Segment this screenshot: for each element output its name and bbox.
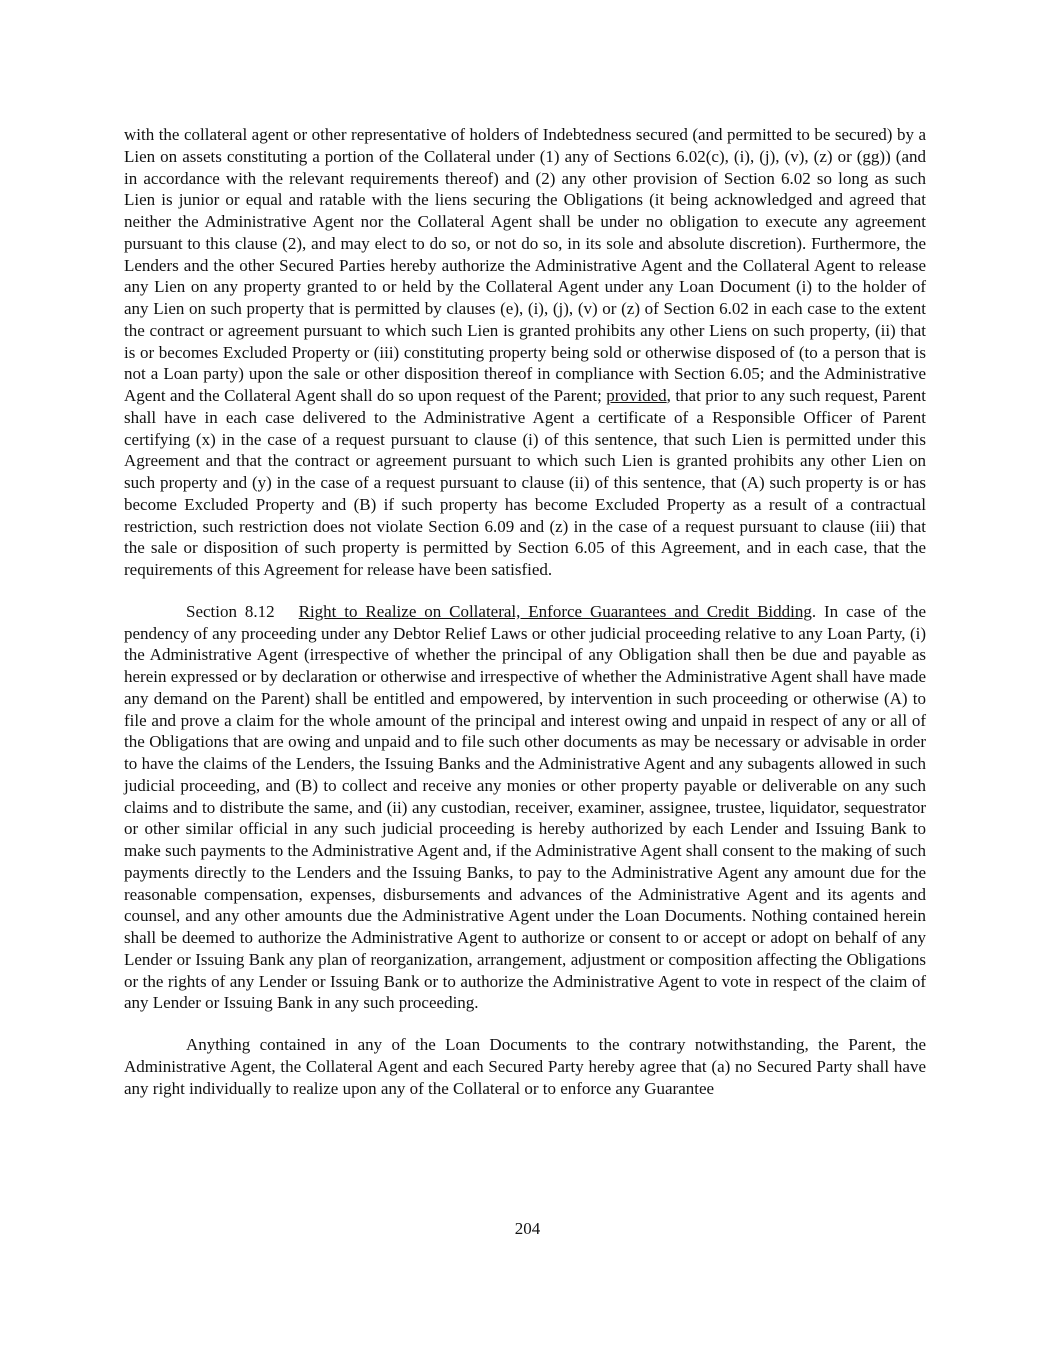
paragraph-1-tail: , that prior to any such request, Parent shall have in each case delivered to the Administrative Agent a certificate of a Responsible Officer of Parent certifying (x) in the case of a request pursuant to clause (i) of this sentence, that such Lien is permitted under this Agreement and that the contract or agreement pursuant to which such Lien is granted prohibits any other Lien on such property and (y) in the case of a request pursuant to clause (ii) of this sentence, that (A) such property is or has become Excluded Property and (B) if such property has become Excluded Property as a result of a contractual restriction, such restriction does not violate Section 6.09 and (z) in the case of a request pursuant to clause (iii) that the sale or disposition of such property is permitted by Section 6.05 of this Agreement, and in each case, that the requirements of this Agreement for release have been satisfied.: [124, 386, 926, 579]
paragraph-3-text: Anything contained in any of the Loan Documents to the contrary notwithstanding, the Parent, the Administrative Agent, the Collateral Agent and each Secured Party hereby agree that (a) no Secured Party shall have any right individually to realize upon any of the Collateral or to enforce any Guarantee: [124, 1035, 926, 1098]
section-8-12-paragraph: [124, 601, 926, 1014]
document-page: [124, 124, 926, 1119]
section-gap: [275, 601, 299, 623]
paragraph-anything-contained: [124, 1034, 926, 1099]
provided-term: provided: [606, 386, 667, 405]
page-number: 204: [514, 1219, 541, 1238]
paragraph-lien-release: [124, 124, 926, 581]
paragraph-1-text: with the collateral agent or other representative of holders of Indebtedness secured (and permitted to be secured) by a Lien on assets constituting a portion of the Collateral under (1) any of Sections 6.02(c), (i), (j), (v), (z) or (gg)) (and in accordance with the relevant requirements thereof) and (2) any other provision of Section 6.02 so long as such Lien is junior or equal and ratable with the liens securing the Obligations (it being acknowledged and agreed that neither the Administrative Agent nor the Collateral Agent shall be under no obligation to execute any agreement pursuant to this clause (2), and may elect to do so, or not do so, in its sole and absolute discretion). Furthermore, the Lenders and the other Secured Parties hereby authorize the Administrative Agent and the Collateral Agent to release any Lien on any property granted to or held by the Collateral Agent under any Loan Document (i) to the holder of any Lien on such property that is permitted by clauses (e), (i), (j), (v) or (z) of Section 6.02 in each case to the extent the contract or agreement pursuant to which such Lien is granted prohibits any other Liens on such property, (ii) that is or becomes Excluded Property or (iii) constituting property being sold or otherwise disposed of (to a person that is not a Loan party) upon the sale or other disposition thereof in compliance with Section 6.05; and the Administrative Agent and the Collateral Agent shall do so upon request of the Parent;: [124, 125, 926, 405]
section-title: Right to Realize on Collateral, Enforce Guarantees and Credit Bidding: [298, 601, 812, 621]
paragraph-2-text: . In case of the pendency of any proceeding under any Debtor Relief Laws or other judicial proceeding relative to any Loan Party, (i) the Administrative Agent (irrespective of whether the principal of any Obligation shall then be due and payable as herein expressed or by declaration or otherwise and irrespective of whether the Administrative Agent shall have made any demand on the Parent) shall be entitled and empowered, by intervention in such proceeding or otherwise (A) to file and prove a claim for the whole amount of the principal and interest owing and unpaid in respect of any or all of the Obligations that are owing and unpaid and to file such other documents as may be necessary or advisable in order to have the claims of the Lenders, the Issuing Banks and the Administrative Agent and any subagents allowed in such judicial proceeding, and (B) to collect and receive any monies or other property payable or deliverable on any such claims and to distribute the same, and (ii) any custodian, receiver, examiner, assignee, trustee, liquidator, sequestrator or other similar official in any such judicial proceeding is hereby authorized by each Lender and Issuing Bank to make such payments to the Administrative Agent and, if the Administrative Agent shall consent to the making of such payments directly to the Lenders and the Issuing Banks, to pay to the Administrative Agent any amount due for the reasonable compensation, expenses, disbursements and advances of the Administrative Agent and its agents and counsel, and any other amounts due the Administrative Agent under the Loan Documents. Nothing contained herein shall be deemed to authorize the Administrative Agent to authorize or consent to or accept or adopt on behalf of any Lender or Issuing Bank any plan of reorganization, arrangement, adjustment or composition affecting the Obligations or the rights of any Lender or Issuing Bank or to authorize the Administrative Agent to vote in respect of the claim of any Lender or Issuing Bank in any such proceeding.: [124, 601, 926, 1013]
section-number: Section 8.12: [186, 601, 275, 621]
